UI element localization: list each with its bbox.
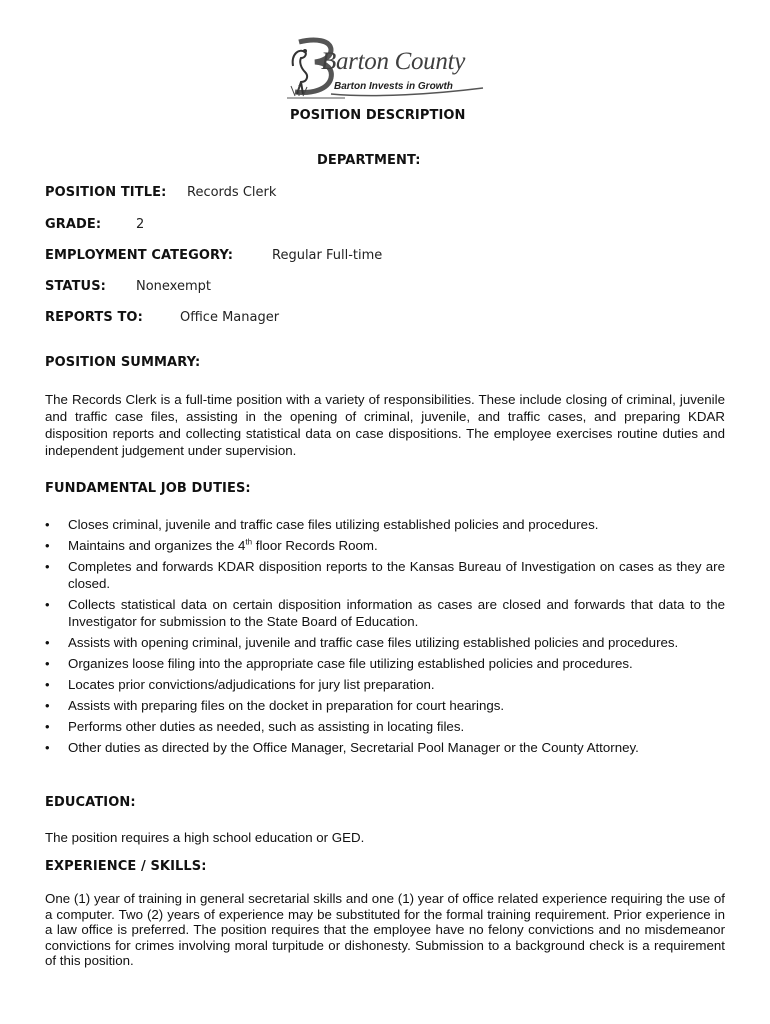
experience-heading: EXPERIENCE / SKILLS: — [45, 859, 207, 874]
education-heading: EDUCATION: — [45, 795, 136, 810]
document-title: POSITION DESCRIPTION — [290, 108, 466, 123]
employment-category-value: Regular Full-time — [272, 248, 383, 263]
duty-item: • Locates prior convictions/adjudications for jury list preparation. — [45, 677, 435, 692]
grade-label: GRADE: — [45, 217, 102, 232]
bullet-icon: • — [45, 517, 50, 532]
bullet-icon: • — [45, 538, 50, 553]
duty-item: • Maintains and organizes the 4th floor Records Room. — [45, 537, 378, 553]
duty-item: • Assists with preparing files on the docket in preparation for court hearings. — [45, 698, 505, 713]
position-title-label: POSITION TITLE: — [45, 185, 167, 200]
reports-to-label: REPORTS TO: — [45, 310, 143, 325]
logo-tagline: Barton Invests in Growth — [334, 81, 453, 92]
bullet-icon: • — [45, 740, 50, 755]
duty-item: • Completes and forwards KDAR disposition reports to the Kansas Bureau of Investigation on cases as they are closed. — [45, 559, 725, 591]
position-title-value: Records Clerk — [187, 185, 277, 200]
bullet-icon: • — [45, 559, 50, 574]
department-label: DEPARTMENT: — [317, 153, 421, 168]
reports-to-value: Office Manager — [180, 310, 280, 325]
education-text: The position requires a high school education or GED. — [45, 830, 365, 845]
bullet-icon: • — [45, 635, 50, 650]
duty-item: • Performs other duties as needed, such as assisting in locating files. — [45, 719, 465, 734]
employment-category-label: EMPLOYMENT CATEGORY: — [45, 248, 234, 263]
duty-item: • Collects statistical data on certain disposition information as cases are closed and forwards that data to the Investigator for submission to the State Board of Education. — [45, 597, 725, 629]
duty-item: • Organizes loose filing into the appropriate case file utilizing established policies and procedures. — [45, 656, 633, 671]
logo-name: Barton County — [321, 48, 466, 75]
position-summary-heading: POSITION SUMMARY: — [45, 355, 201, 370]
duties-list — [45, 516, 725, 760]
experience-text: One (1) year of training in general secretarial skills and one (1) year of office related experience requiring the use of a computer. Two (2) years of experience may be substituted for the formal training requirement. Prior experience in a law office is preferred. The position requires that the employee have no felony convictions and no misdemeanor convictions for crimes involving moral turpitude or dishonesty. Submission to a background check is a requirement of this position. — [45, 891, 725, 968]
duty-item: • Assists with opening criminal, juvenile and traffic case files utilizing established policies and procedures. — [45, 635, 679, 650]
bullet-icon: • — [45, 597, 50, 612]
duties-heading: FUNDAMENTAL JOB DUTIES: — [45, 481, 251, 496]
grade-value: 2 — [136, 217, 145, 232]
position-summary-text: The Records Clerk is a full-time position with a variety of responsibilities. These include closing of criminal, juvenile and traffic case files, assisting in the opening of criminal, juvenile, and traffic cases, and preparing KDAR disposition reports and collecting statistical data on case dispositions. The employee exercises routine duties and independent judgement under supervision. — [45, 392, 725, 458]
bullet-icon: • — [45, 719, 50, 734]
ordinal-suffix: th — [245, 537, 253, 547]
duty-item: • Closes criminal, juvenile and traffic case files utilizing established policies and procedures. — [45, 517, 599, 532]
status-value: Nonexempt — [136, 279, 211, 294]
barton-county-logo — [285, 36, 490, 106]
bullet-icon: • — [45, 698, 50, 713]
bullet-icon: • — [45, 656, 50, 671]
duty-item: • Other duties as directed by the Office Manager, Secretarial Pool Manager or the County Attorney. — [45, 740, 639, 755]
status-label: STATUS: — [45, 279, 106, 294]
bullet-icon: • — [45, 677, 50, 692]
